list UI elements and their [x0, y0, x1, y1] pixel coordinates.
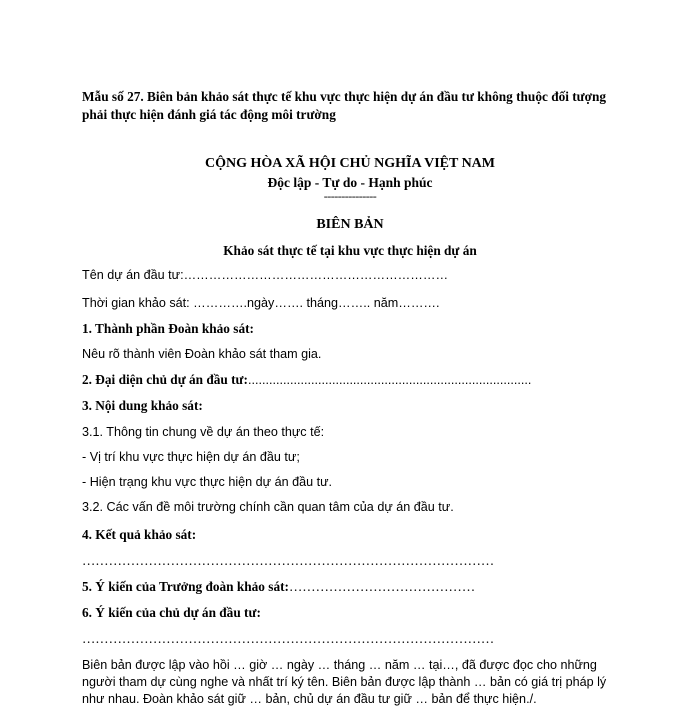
form-title: Mẫu số 27. Biên bản khảo sát thực tế khu vực thực hiện dự án đầu tư không thuộc đối tượng phải thực hiện đánh giá tác động môi trường: [82, 89, 607, 122]
motto-separator: ---------------: [323, 189, 377, 203]
survey-time-field: Thời gian khảo sát: ………….ngày……. tháng…….. năm……….: [82, 296, 440, 310]
section-2-dots: .................................................................................: [247, 373, 532, 387]
section-5-heading: 5. Ý kiến của Trưởng đoàn khảo sát:: [82, 579, 289, 594]
section-4-dots: …………………………………………………………………………………: [82, 553, 495, 568]
closing-paragraph: Biên bản được lập vào hồi … giờ … ngày … tháng … năm … tại…, đã được đọc cho những người tham dự cùng nghe và nhất trí ký tên. Biên bản được lập thành … bản có giá trị pháp lý như nhau. Đoàn khảo sát giữ … bản, chủ dự án đầu tư giữ … bản để thực hiện./.: [82, 658, 607, 706]
document-title: BIÊN BẢN: [316, 217, 384, 232]
document-subtitle: Khảo sát thực tế tại khu vực thực hiện dự án: [223, 243, 477, 258]
section-3-1: 3.1. Thông tin chung về dự án theo thực tế:: [82, 425, 325, 439]
section-3-1-b: - Hiện trạng khu vực thực hiện dự án đầu tư.: [82, 475, 333, 489]
national-motto: Độc lập - Tự do - Hạnh phúc: [267, 175, 433, 190]
project-name-field: Tên dự án đầu tư:………………………………………………………: [82, 268, 449, 282]
section-5-dots: ……………………………………: [288, 579, 476, 594]
section-2-line: [82, 372, 531, 388]
section-1-heading: 1. Thành phần Đoàn khảo sát:: [82, 321, 254, 336]
section-3-1-a: - Vị trí khu vực thực hiện dự án đầu tư;: [82, 450, 300, 464]
section-2-heading: 2. Đại diện chủ dự án đầu tư:: [82, 372, 248, 387]
section-4-heading: 4. Kết quả khảo sát:: [82, 527, 197, 542]
section-5-line: [82, 579, 475, 595]
section-3-2: 3.2. Các vấn đề môi trường chính cần quan tâm của dự án đầu tư.: [82, 500, 454, 514]
section-1-text: Nêu rõ thành viên Đoàn khảo sát tham gia.: [82, 347, 322, 361]
section-6-dots: …………………………………………………………………………………: [82, 631, 495, 646]
section-6-heading: 6. Ý kiến của chủ dự án đầu tư:: [82, 605, 261, 620]
national-title: CỘNG HÒA XÃ HỘI CHỦ NGHĨA VIỆT NAM: [204, 156, 495, 171]
section-3-heading: 3. Nội dung khảo sát:: [82, 398, 203, 413]
